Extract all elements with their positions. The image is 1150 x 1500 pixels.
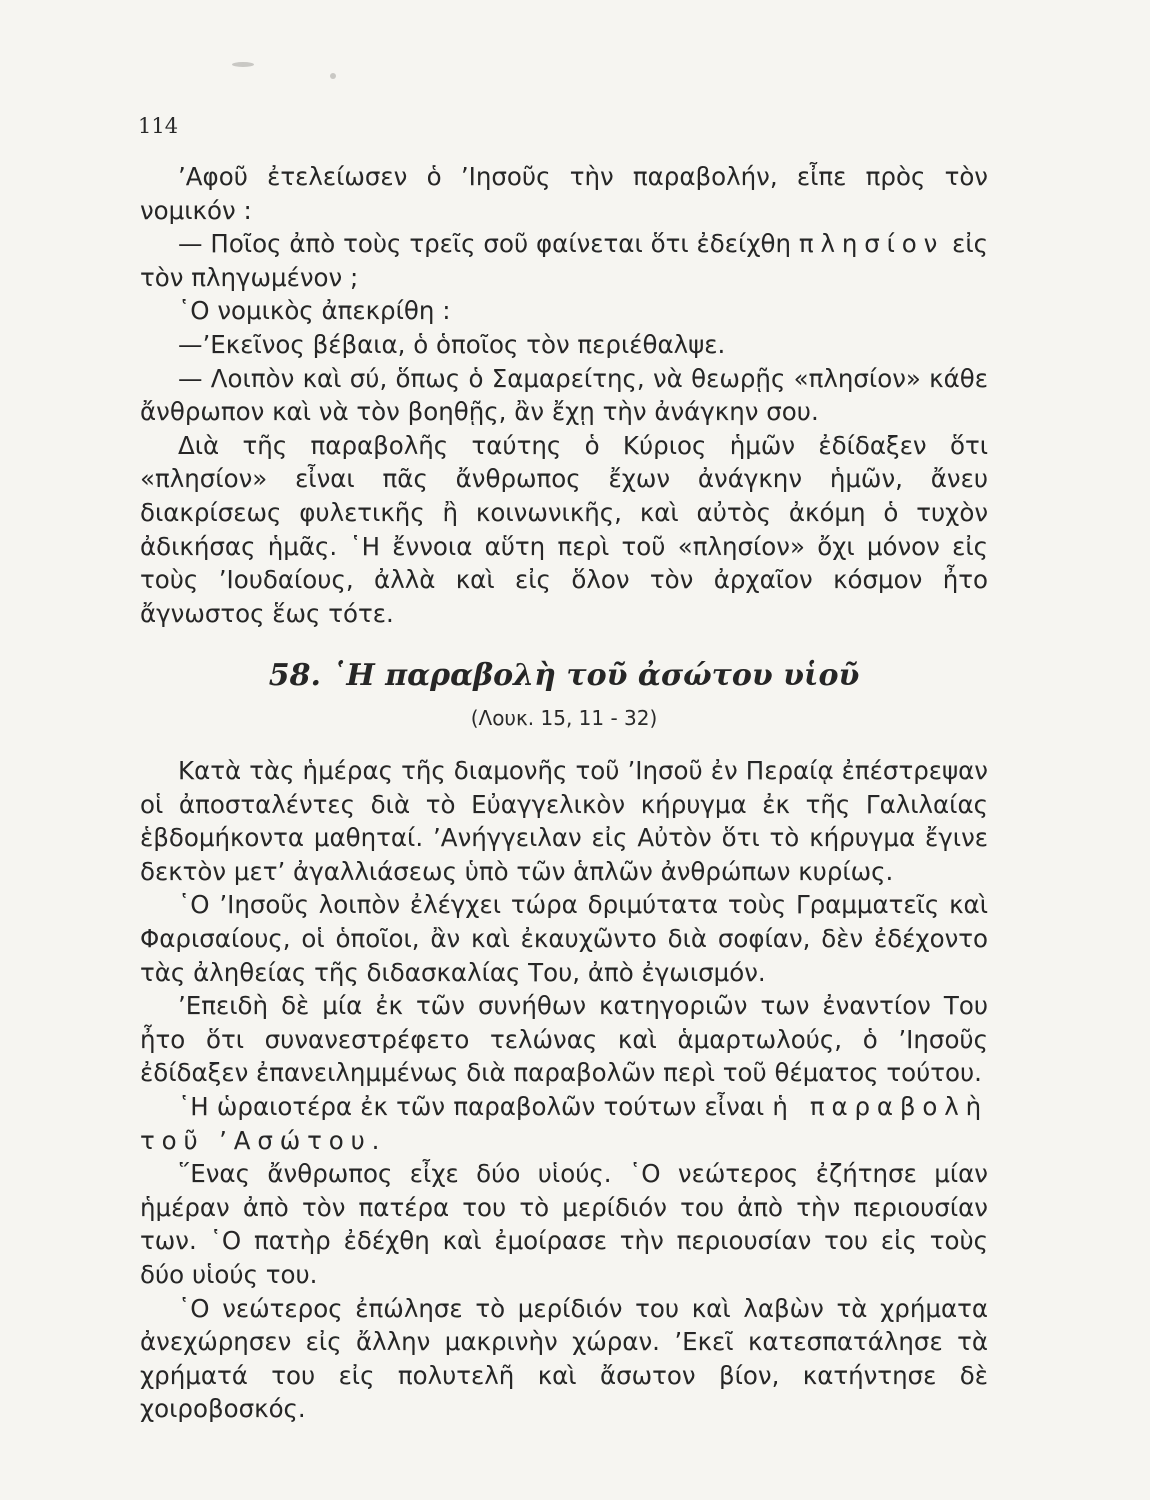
emphasized-phrase: ἡ παραβολὴ τοῦ ’Ασώτου [140, 1091, 988, 1155]
paragraph-text: εἰς τὸν πληγωμένον ; [140, 229, 988, 292]
paragraph: ῾Ο ’Ιησοῦς λοιπὸν ἐλέγχει τώρα δριμύτατα τοὺς Γραμματεῖς καὶ Φαρισαίους, οἱ ὁποῖοι, ἂν καὶ ἐκαυχῶντο διὰ σοφίαν, δὲν ἐδέχοντο τὰς ἀληθείας τῆς διδασκαλίας Του, ἀπὸ ἐγωισμόν. [140, 890, 988, 987]
scripture-reference: (Λουκ. 15, 11 - 32) [470, 706, 658, 730]
paragraph: — Λοιπὸν καὶ σύ, ὅπως ὁ Σαμαρείτης, νὰ θεωρῇς «πλησίον» κάθε ἄνθρωπον καὶ νὰ τὸν βοηθῇς, ἂν ἔχῃ τὴν ἀνάγκην σου. [140, 363, 988, 427]
paragraph: ῾Ο νομικὸς ἀπεκρίθη : [178, 296, 451, 326]
paragraph [140, 227, 988, 294]
section-1-text [140, 160, 988, 630]
paragraph [140, 1090, 988, 1157]
paragraph-text: ῾Η ὡραιοτέρα ἐκ τῶν παραβολῶν τούτων εἶναι [178, 1091, 773, 1121]
page-number: 114 [138, 114, 179, 138]
paragraph-text: — Ποῖος ἀπὸ τοὺς τρεῖς σοῦ φαίνεται ὅτι ἐδείχθη [178, 229, 799, 259]
paragraph: Διὰ τῆς παραβολῆς ταύτης ὁ Κύριος ἡμῶν ἐδίδαξεν ὅτι «πλησίον» εἶναι πᾶς ἄνθρωπος ἔχων ἀνάγκην ἡμῶν, ἄνευ διακρίσεως φυλετικῆς ἢ κοινωνικῆς, καὶ αὐτὸς ἀκόμη ὁ τυχὸν ἀδικήσας ἡμᾶς. ῾Η ἔννοια αὕτη περὶ τοῦ «πλησίον» ὄχι μόνον εἰς τοὺς ’Ιουδαίους, ἀλλὰ καὶ εἰς ὅλον τὸν ἀρχαῖον κόσμον ἦτο ἄγνωστος ἕως τότε. [140, 430, 988, 628]
emphasized-word: πλησίον [798, 229, 945, 259]
section-2-text [140, 754, 988, 1426]
section-heading: 58. ῾Η παραβολὴ τοῦ ἀσώτου υἱοῦ [268, 658, 860, 693]
paragraph: ῾Ο νεώτερος ἐπώλησε τὸ μερίδιόν του καὶ λαβὼν τὰ χρήματα ἀνεχώρησεν εἰς ἄλλην μακρινὴν χώραν. ’Εκεῖ κατεσπατάλησε τὰ χρήματά του εἰς πολυτελῆ καὶ ἄσωτον βίον, κατήντησε δὲ χοιροβοσκός. [140, 1293, 988, 1424]
page-smudge [232, 62, 254, 67]
paragraph: ῞Ενας ἄνθρωπος εἶχε δύο υἱούς. ῾Ο νεώτερος ἐζήτησε μίαν ἡμέραν ἀπὸ τὸν πατέρα του τὸ μερίδιόν του ἀπὸ τὴν περιουσίαν των. ῾Ο πατὴρ ἐδέχθη καὶ ἐμοίρασε τὴν περιουσίαν του εἰς τοὺς δύο υἱούς του. [140, 1159, 988, 1289]
paragraph: Κατὰ τὰς ἡμέρας τῆς διαμονῆς τοῦ ’Ιησοῦ ἐν Περαίᾳ ἐπέστρεψαν οἱ ἀποσταλέντες διὰ τὸ Εὐαγγελικὸν κήρυγμα ἐκ τῆς Γαλιλαίας ἑβδομήκοντα μαθηταί. ’Ανήγγειλαν εἰς Αὐτὸν ὅτι τὸ κήρυγμα ἔγινε δεκτὸν μετ’ ἀγαλλιάσεως ὑπὸ τῶν ἁπλῶν ἀνθρώπων κυρίως. [140, 756, 988, 886]
paragraph: ’Επειδὴ δὲ μία ἐκ τῶν συνήθων κατηγοριῶν των ἐναντίον Του ἦτο ὅτι συνανεστρέφετο τελώνας καὶ ἁμαρτωλούς, ὁ ’Ιησοῦς ἐδίδαξεν ἐπανειλημμένως διὰ παραβολῶν περὶ τοῦ θέματος τούτου. [140, 991, 988, 1088]
paragraph: ’Αφοῦ ἐτελείωσεν ὁ ’Ιησοῦς τὴν παραβολήν, εἶπε πρὸς τὸν νομικόν : [140, 162, 988, 225]
paragraph: —’Εκεῖνος βέβαια, ὁ ὁποῖος τὸν περιέθαλψε. [178, 329, 726, 359]
paragraph-text: . [371, 1125, 380, 1155]
page-smudge [330, 73, 336, 79]
